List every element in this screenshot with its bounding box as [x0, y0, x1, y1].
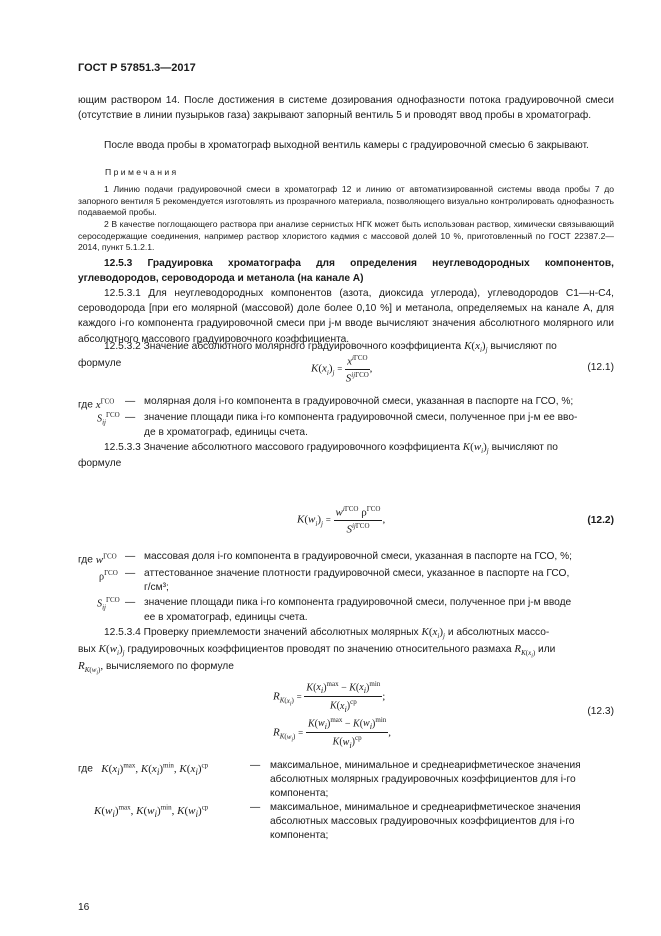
where-2-s-desc: значение площади пика i-го компонента градуировочной смеси, полученное при j-м вводе	[144, 597, 572, 608]
where-3-mol-desc-1: максимальное, минимальное и среднеарифметическое значения	[270, 760, 581, 771]
equation-12-1: $K(x_i)_j$ = $\frac{x^{iГСО}}{S^{ijГСО}}$ ,	[311, 354, 373, 385]
paragraph-12534-text-b: и абсолютных массо-	[447, 627, 550, 638]
page-header: ГОСТ Р 57851.3—2017	[78, 62, 196, 74]
fraction-12-1: $\frac{x^{iГСО}}{S^{ijГСО}}$	[345, 354, 369, 385]
word-formula-1: формуле	[78, 358, 122, 369]
section-title: Градуировка хроматографа для определения неуглеводородных компонентов, углеводородов, сероводорода и метанола (на канале А)	[78, 258, 614, 285]
paragraph-12533-text: 12.5.3.3 Значение абсолютного массового градуировочного коэффициента	[104, 442, 460, 453]
section-heading	[78, 256, 614, 286]
page-number: 16	[78, 902, 90, 913]
formula-inline-kw: $K(w_i)_j$	[462, 441, 489, 456]
paragraph-12534-line1: 12.5.3.4 Проверку приемлемости значений абсолютных молярных $K(x_i)_j$ и абсолютных массо-	[104, 626, 550, 641]
paragraph-12534-text-f: вычисляемого по формуле	[105, 661, 234, 672]
paragraph-12534-text-d: градуировочных коэффициентов проводят по значению относительного размаха	[127, 644, 512, 655]
paragraph-12531: 12.5.3.1 Для неуглеводородных компонентов (азота, диоксида углерода), углеводородов С1—н-С4, сероводорода [при его молярной (массовой) доле более 0,10 %] и метанола, определяемых на канале А, для каждого i-го компонента градуировочной смеси при j-м вводе вычисляют значения абсолютного молярного или абсолютного массового градуировочного коэффициента.	[78, 288, 614, 345]
paragraph-12534-line3: $R_{K(w_i)}$, вычисляемого по формуле	[78, 660, 234, 677]
dash: —	[250, 802, 261, 813]
paragraph-12534-text: 12.5.3.4 Проверку приемлемости значений абсолютных молярных	[104, 627, 419, 638]
dash: —	[125, 568, 136, 579]
where-3-mass-desc-2: абсолютных массовых градуировочных коэффициентов для i-го	[270, 816, 575, 827]
where-3-mol-desc-3: компонента;	[270, 788, 329, 799]
paragraph-dosing: ющим раствором 14. После достижения в системе дозирования однофазности потока градуировочной смеси (отсутствие в линии пузырьков газа) закрывают запорный вентиль 5 и проводят ввод пробы в хроматограф.	[78, 95, 614, 122]
section-number: 12.5.3	[104, 258, 133, 269]
paragraph-12532-tail: вычисляют по	[490, 341, 557, 352]
fraction-12-2: $\frac{w^{iГСО} \rho^{ГСО}}{S^{ijГСО}}$	[335, 505, 381, 536]
dash: —	[125, 412, 136, 423]
where-2-s-symbol: $S_{ij}^{ГСО}$	[97, 596, 120, 612]
dash: —	[125, 396, 136, 407]
paragraph-12533-tail: вычисляют по	[491, 442, 558, 453]
where-2-rho-symbol: $\rho^{ГСО}$	[99, 569, 118, 583]
where-1-s-desc: значение площади пика i-го компонента градуировочной смеси, полученное при j-м ее вво-	[144, 412, 578, 423]
where-3-mass-desc-3: компонента;	[270, 830, 329, 841]
note-1: 1 Линию подачи градуировочной смеси в хроматограф 12 и линию от автоматизированной системы ввода пробы 7 до запорного вентиля 5 рекомендуется изготовлять из прозрачного материала, позволяющего визуально контролировать однофазность подаваемой пробы.	[78, 184, 614, 218]
where-3-mass-symbols: $K(w_i)^{max}$, $K(w_i)^{min}$, $K(w_i)^{ср}$	[94, 803, 209, 819]
formula-inline-kx: $K(x_i)_j$	[464, 340, 488, 355]
notes-title: Примечания	[105, 167, 179, 177]
where-3-mol-desc-2: абсолютных молярных градуировочных коэффициентов для i-го	[270, 774, 576, 785]
equation-number-12-2: (12.2)	[587, 515, 614, 526]
where-1-x: где $x^{ГСО}$	[78, 397, 115, 411]
paragraph-12532-text: 12.5.3.2 Значение абсолютного молярного градуировочного коэффициента	[104, 341, 462, 352]
paragraph-12534-text-e: или	[538, 644, 556, 655]
where-3-mass-desc-1: максимальное, минимальное и среднеарифметическое значения	[270, 802, 581, 813]
equation-12-3b: $R_{K(w_i)}$ = $\frac{K(w_i)^{max} - K(w_i)^{min}}{K(w_i)^{ср}}$ ,	[273, 716, 392, 750]
where-2-w-desc: массовая доля i-го компонента в градуировочной смеси, указанная в паспорте на ГСО, %;	[144, 551, 572, 562]
where-label: где	[78, 763, 93, 775]
where-2-s-desc-2: ее в хроматограф, единицы счета.	[144, 612, 308, 623]
note-2: 2 В качестве поглощающего раствора при анализе сернистых НГК может быть использован раствор, химически связывающий серосодержащие соединения, например раствор хлористого кадмия с массовой долей 10 %, приготовленный по ГОСТ 22387.2—2014, пункт 5.1.2.1.	[78, 219, 614, 253]
where-1-s-desc-2: де в хроматограф, единицы счета.	[144, 427, 308, 438]
paragraph-12534-line2: вых $K(w_i)_j$ градуировочных коэффициентов проводят по значению относительного размаха $R_{K(x_i)}$ или	[78, 643, 556, 660]
equation-number-12-3: (12.3)	[587, 706, 614, 717]
dash: —	[125, 597, 136, 608]
where-label: где	[78, 399, 93, 411]
where-2-rho-desc-2: г/см³;	[144, 582, 169, 593]
where-1-x-desc: молярная доля i-го компонента в градуировочной смеси, указанная в паспорте на ГСО, %;	[144, 396, 574, 407]
equation-12-2: $K(w_i)_j$ = $\frac{w^{iГСО} \rho^{ГСО}}{S^{ijГСО}}$ ,	[297, 505, 386, 536]
paragraph-valve: После ввода пробы в хроматограф выходной вентиль камеры с градуировочной смесью 6 закрывают.	[104, 140, 589, 151]
where-3-mol-symbols: где $K(x_i)^{max}$, $K(x_i)^{min}$, $K(x_i)^{ср}$	[78, 761, 209, 777]
dash: —	[250, 760, 261, 771]
word-formula-2: формуле	[78, 458, 122, 469]
equation-number-12-1: (12.1)	[587, 362, 614, 373]
equation-12-3a: $R_{K(x_i)}$ = $\frac{K(x_i)^{max} - K(x_i)^{min}}{K(x_i)^{ср}}$ ;	[273, 680, 386, 714]
paragraph-12534-text-c: вых	[78, 644, 96, 655]
where-label: где	[78, 554, 93, 566]
dash: —	[125, 551, 136, 562]
where-2-rho-desc: аттестованное значение плотности градуировочной смеси, указанное в паспорте на ГСО,	[144, 568, 570, 579]
where-1-s-symbol: $S_{ij}^{ГСО}$	[97, 411, 120, 427]
where-2-w: где $w^{ГСО}$	[78, 552, 117, 566]
